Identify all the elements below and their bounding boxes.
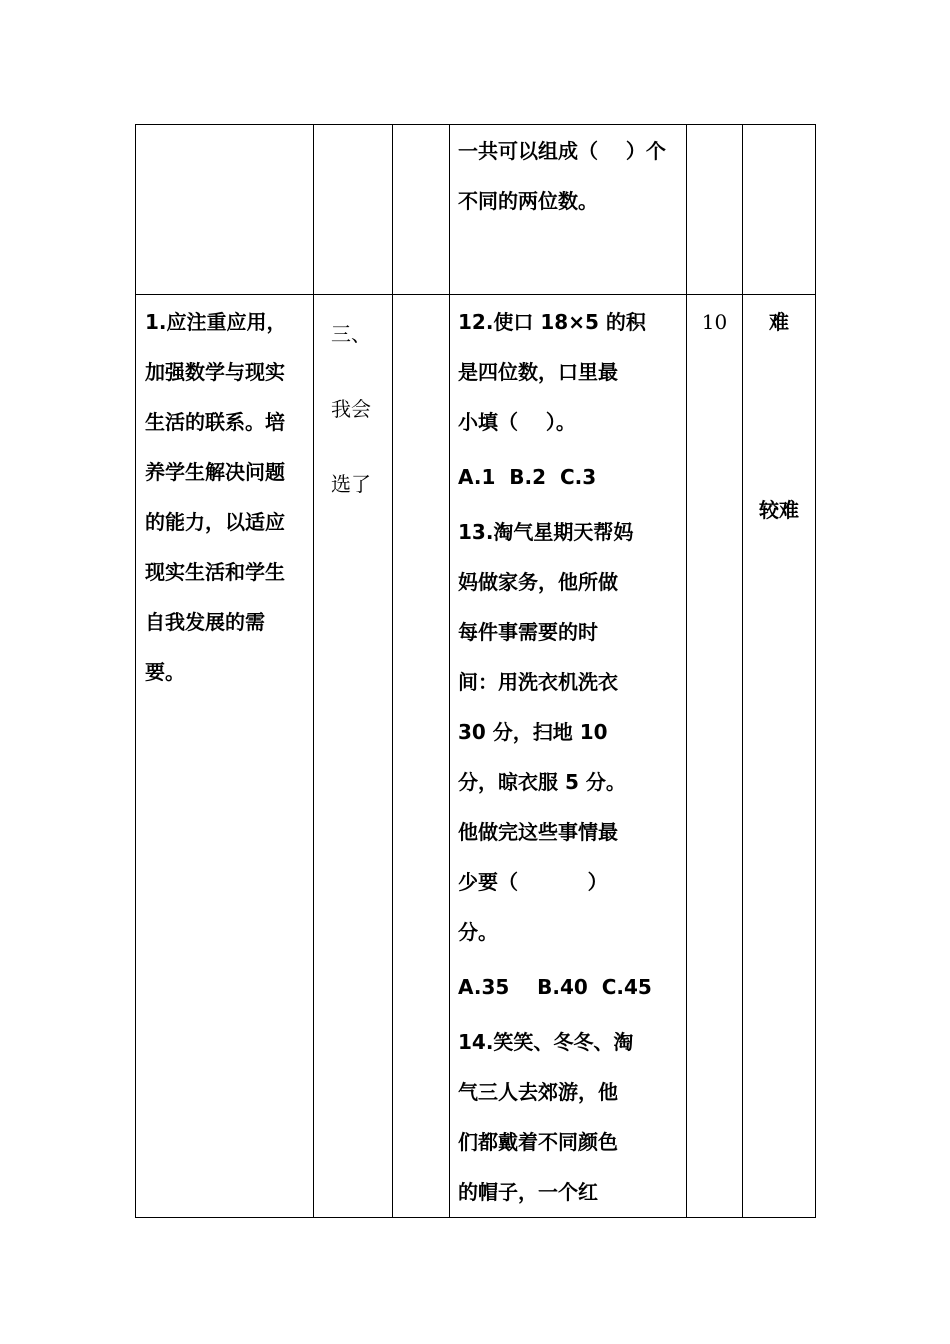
- question-line: 14.笑笑、冬冬、淘: [458, 1030, 634, 1054]
- table-cell-difficulty: [743, 295, 816, 1218]
- table-cell-narrow-empty: [393, 125, 450, 295]
- question-line: 们都戴着不同颜色: [458, 1130, 618, 1154]
- difficulty-label: 难: [769, 310, 789, 334]
- objective-line: 自我发展的需: [145, 610, 265, 634]
- table-cell-objective: [136, 295, 314, 1218]
- question-line: 妈做家务，他所做: [458, 570, 618, 594]
- score-value: 10: [701, 310, 728, 334]
- table-cell-question-continued: [450, 125, 687, 295]
- question-options: A.35 B.40 C.45: [458, 975, 652, 999]
- objective-line: 现实生活和学生: [145, 560, 285, 584]
- question-line: 间：用洗衣机洗衣: [458, 670, 618, 694]
- question-line: 12.使口 18×5 的积: [458, 310, 646, 334]
- lesson-table: [135, 124, 816, 1218]
- objective-line: 养学生解决问题: [145, 460, 285, 484]
- objective-line: 生活的联系。培: [145, 410, 285, 434]
- table-row: [136, 295, 816, 1218]
- question-line: 分。: [458, 920, 498, 944]
- question-line: 不同的两位数。: [458, 189, 598, 213]
- table-cell-difficulty-empty: [743, 125, 816, 295]
- question-line: 少要（ ）: [458, 870, 608, 894]
- table-row: [136, 125, 816, 295]
- section-line: 三、: [331, 322, 371, 346]
- table-cell-objective-empty: [136, 125, 314, 295]
- section-line: 我会: [331, 397, 371, 421]
- question-options: A.1 B.2 C.3: [458, 465, 597, 489]
- objective-line: 的能力，以适应: [145, 510, 285, 534]
- table-cell-score: [687, 295, 743, 1218]
- question-line: 的帽子，一个红: [458, 1180, 598, 1204]
- table-cell-narrow-empty: [393, 295, 450, 1218]
- question-line: 分，晾衣服 5 分。: [458, 770, 626, 794]
- table-cell-score-empty: [687, 125, 743, 295]
- table-cell-section-empty: [314, 125, 393, 295]
- question-line: 是四位数，口里最: [458, 360, 618, 384]
- question-line: 每件事需要的时: [458, 620, 598, 644]
- table-cell-questions: [450, 295, 687, 1218]
- question-line: 一共可以组成（ ）个: [458, 139, 666, 163]
- difficulty-label: 较难: [759, 498, 799, 522]
- objective-line: 1.应注重应用，: [145, 310, 287, 334]
- question-line: 他做完这些事情最: [458, 820, 618, 844]
- question-line: 气三人去郊游，他: [458, 1080, 618, 1104]
- question-line: 小填（ ）。: [458, 410, 576, 434]
- objective-line: 加强数学与现实: [145, 360, 285, 384]
- question-line: 30 分，扫地 10: [458, 720, 608, 744]
- section-line: 选了: [331, 472, 371, 496]
- table-cell-section: [314, 295, 393, 1218]
- question-line: 13.淘气星期天帮妈: [458, 520, 634, 544]
- objective-line: 要。: [145, 660, 185, 684]
